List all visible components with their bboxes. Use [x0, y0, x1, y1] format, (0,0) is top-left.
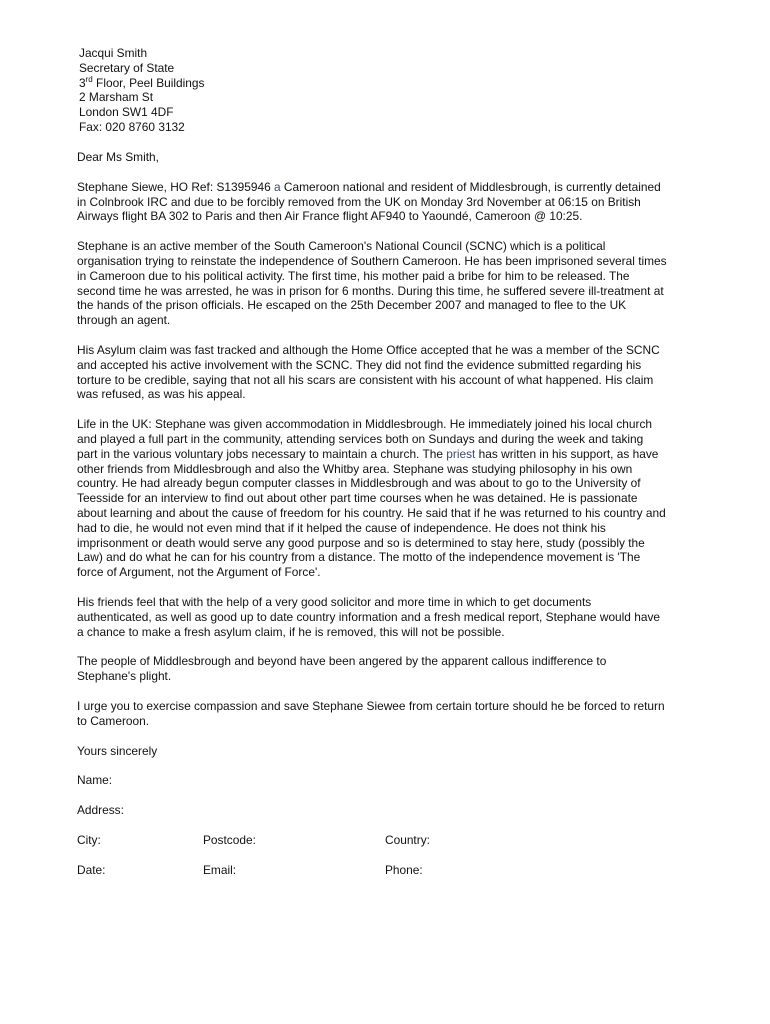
paragraph-asylum-claim: His Asylum claim was fast tracked and although the Home Office accepted that he was a member of the SCNC and accepted his active involvement with the SCNC. They did not find the evidence submitted regarding his torture to be credible, saying that not all his scars are consistent with his account of what happened. His claim was refused, as was his appeal. — [77, 342, 660, 402]
paragraph-life-in-uk: Life in the UK: Stephane was given accommodation in Middlesbrough. He immediately joined his local church and played a full part in the community, attending services both on Sundays and during the week and taking part in the various voluntary jobs necessary to maintain a church. The priest has written in his support, as have other friends from Middlesbrough and also the Whitby area. Stephane was studying philosophy in his own country. He had already begun computer classes in Middlesbrough and was about to go to the University of Teesside for an interview to find out about other part time courses when he was detained. He is passionate about learning and about the cause of freedom for his country. He said that if he was returned to his country and had to die, he would not even mind that if it helped the cause of independence. He does not think his imprisonment or death would serve any good purpose and so is determined to stay here, study (possibly the Law) and do what he can for his country from a distance. The motto of the independence movement is 'The force of Argument, not the Argument of Force'. — [77, 417, 666, 580]
salutation: Dear Ms Smith, — [77, 150, 159, 164]
recipient-title: Secretary of State — [79, 60, 175, 75]
signoff: Yours sincerely — [77, 743, 158, 758]
phone-field-label: Phone: — [385, 862, 423, 877]
recipient-floor: 3rd Floor, Peel Buildings — [79, 74, 205, 90]
name-field-label: Name: — [77, 773, 113, 788]
recipient-fax: Fax: 020 8760 3132 — [79, 119, 185, 134]
recipient-name: Jacqui Smith — [79, 46, 148, 60]
date-email-phone-row — [77, 863, 667, 878]
recipient-address — [79, 46, 204, 135]
paragraph-urge: I urge you to exercise compassion and save Stephane Siewee from certain torture should he be forced to return to Cameroon. — [77, 698, 665, 728]
paragraph-scnc: Stephane is an active member of the South Cameroon's National Council (SCNC) which is a political organisation trying to reinstate the independence of Southern Cameroon. He has been imprisoned several times in Cameroon due to his political activity. The first time, his mother paid a bribe for him to be released. The second time he was arrested, he was in prison for 6 months. During this time, he suffered severe ill-treatment at the hands of the prison officials. He escaped on the 25th December 2007 and managed to flee to the UK through an agent. — [77, 239, 667, 328]
recipient-street: 2 Marsham St — [79, 90, 154, 105]
recipient-city: London SW1 4DF — [79, 105, 174, 120]
country-field-label: Country: — [385, 832, 430, 847]
city-field-label: City: — [77, 832, 101, 847]
letter-body — [77, 150, 667, 892]
date-field-label: Date: — [77, 862, 106, 877]
email-field-label: Email: — [203, 862, 237, 877]
city-postcode-country-row — [77, 833, 667, 848]
address-field-label: Address: — [77, 803, 124, 818]
postcode-field-label: Postcode: — [203, 832, 256, 847]
paragraph-friends: His friends feel that with the help of a very good solicitor and more time in which to get documents authenticated, as well as good up to date country information and a fresh medical report, Stephane would have a chance to make a fresh asylum claim, if he is removed, this will not be possible. — [77, 594, 661, 639]
paragraph-people: The people of Middlesbrough and beyond have been angered by the apparent callous indifference to Stephane's plight. — [77, 654, 607, 684]
paragraph-detention: Stephane Siewe, HO Ref: S1395946 a Cameroon national and resident of Middlesbrough, is currently detained in Colnbrook IRC and due to be forcibly removed from the UK on Monday 3rd November at 06:15 on British Airways flight BA 302 to Paris and then Air France flight AF940 to Yaoundé, Cameroon @ 10:25. — [77, 179, 661, 224]
